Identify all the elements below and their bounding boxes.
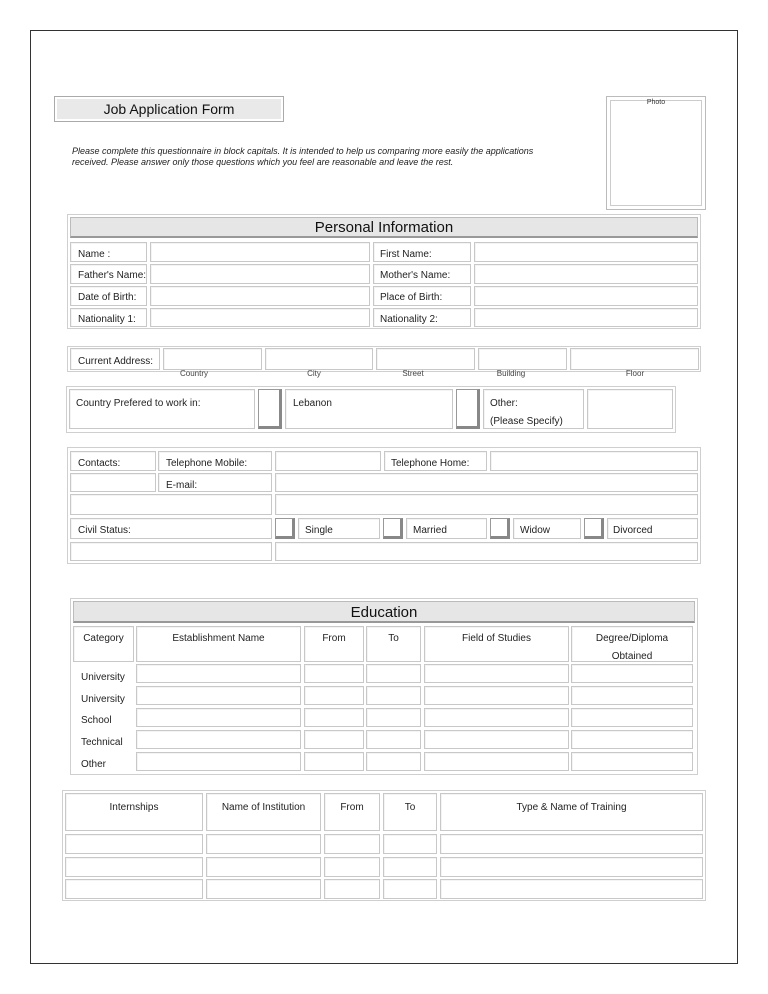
lebanon-label-cell (285, 389, 453, 429)
pob-field[interactable] (474, 286, 698, 306)
edu-degree-field[interactable] (571, 752, 693, 771)
edu-from-field[interactable] (304, 686, 364, 705)
country-caption: Country (179, 369, 208, 378)
int-training-field[interactable] (440, 834, 703, 854)
building-caption: Building (496, 369, 526, 378)
edu-from-field[interactable] (304, 730, 364, 749)
edu-to-field[interactable] (366, 664, 421, 683)
edu-establishment-field[interactable] (136, 708, 301, 727)
nationality2-field[interactable] (474, 308, 698, 327)
int-institution-field[interactable] (206, 834, 321, 854)
mobile-label: Telephone Mobile: (166, 458, 248, 469)
int-training-field[interactable] (440, 879, 703, 899)
edu-establishment-field[interactable] (136, 686, 301, 705)
edu-field-field[interactable] (424, 664, 569, 683)
edu-establishment-field[interactable] (136, 664, 301, 683)
edu-degree-field[interactable] (571, 664, 693, 683)
edu-field-field[interactable] (424, 708, 569, 727)
edu-row-label: University (81, 694, 125, 705)
int-from-field[interactable] (324, 834, 380, 854)
contacts-extra-left[interactable] (70, 494, 272, 515)
married-label: Married (413, 525, 447, 536)
city-field[interactable] (265, 348, 373, 370)
contacts-extra-right[interactable] (275, 494, 698, 515)
int-col-internships-label: Internships (109, 802, 159, 813)
city-caption: City (307, 369, 321, 378)
int-col-institution-label: Name of Institution (221, 802, 306, 813)
street-caption: Street (402, 369, 424, 378)
floor-caption: Floor (625, 369, 645, 378)
photo-box[interactable] (606, 96, 706, 210)
other-label: Other: (490, 398, 518, 409)
dob-label: Date of Birth: (78, 292, 137, 303)
education-heading: Education (73, 601, 695, 623)
edu-col-to (366, 626, 421, 662)
edu-row-label: School (81, 715, 112, 726)
email-label: E-mail: (166, 480, 198, 491)
title-box (54, 96, 284, 122)
page-title: Job Application Form (103, 101, 235, 117)
work-pref-label: Country Prefered to work in: (76, 398, 201, 409)
int-col-to-label: To (404, 802, 416, 813)
int-col-from-label: From (340, 802, 364, 813)
mothers-name-label: Mother's Name: (380, 270, 451, 281)
edu-col-establishment (136, 626, 301, 662)
edu-field-field[interactable] (424, 752, 569, 771)
building-field[interactable] (478, 348, 567, 370)
edu-to-field[interactable] (366, 686, 421, 705)
edu-degree-field[interactable] (571, 708, 693, 727)
edu-col-field (424, 626, 569, 662)
edu-col-from-label: From (322, 633, 346, 644)
fathers-name-label: Father's Name: (78, 270, 147, 281)
edu-establishment-field[interactable] (136, 730, 301, 749)
edu-col-degree-label-1: Degree/Diploma (595, 633, 669, 644)
contacts-blank-cell (70, 473, 156, 492)
int-institution-field[interactable] (206, 879, 321, 899)
edu-field-field[interactable] (424, 730, 569, 749)
contacts-label: Contacts: (78, 458, 121, 469)
divorced-label: Divorced (613, 525, 653, 536)
street-field[interactable] (376, 348, 475, 370)
edu-row-label: University (81, 672, 125, 683)
email-field[interactable] (275, 473, 698, 492)
mobile-field[interactable] (275, 451, 381, 471)
int-internship-field[interactable] (65, 834, 203, 854)
edu-col-from (304, 626, 364, 662)
photo-label: Photo (646, 99, 666, 106)
edu-degree-field[interactable] (571, 686, 693, 705)
married-checkbox[interactable] (383, 518, 403, 539)
work-pref-label-cell (69, 389, 255, 429)
other-country-checkbox[interactable] (456, 389, 480, 429)
personal-info-heading: Personal Information (70, 217, 698, 238)
name-label: Name : (78, 249, 111, 260)
edu-col-degree-label-2: Obtained (611, 651, 653, 662)
nationality1-label: Nationality 1: (78, 314, 136, 325)
widow-label: Widow (520, 525, 551, 536)
int-institution-field[interactable] (206, 857, 321, 877)
int-internship-field[interactable] (65, 857, 203, 877)
lebanon-label: Lebanon (293, 398, 332, 409)
edu-row-label: Technical (81, 737, 123, 748)
edu-from-field[interactable] (304, 752, 364, 771)
pob-label: Place of Birth: (380, 292, 443, 303)
first-name-field[interactable] (474, 242, 698, 262)
civil-extra-left[interactable] (70, 542, 272, 561)
int-from-field[interactable] (324, 857, 380, 877)
fathers-name-field[interactable] (150, 264, 370, 284)
edu-from-field[interactable] (304, 708, 364, 727)
name-field[interactable] (150, 242, 370, 262)
int-internship-field[interactable] (65, 879, 203, 899)
edu-degree-field[interactable] (571, 730, 693, 749)
dob-field[interactable] (150, 286, 370, 306)
home-phone-field[interactable] (490, 451, 698, 471)
nationality1-field[interactable] (150, 308, 370, 327)
edu-row-label: Other (81, 759, 107, 770)
int-training-field[interactable] (440, 857, 703, 877)
widow-checkbox[interactable] (490, 518, 510, 539)
country-field[interactable] (163, 348, 262, 370)
single-label: Single (305, 525, 333, 536)
civil-extra-right[interactable] (275, 542, 698, 561)
edu-col-field-label: Field of Studies (462, 633, 531, 644)
instructions-line-1: Please complete this questionnaire in block capitals. It is intended to help us comparing more easily the applications (72, 146, 534, 156)
other-country-field[interactable] (587, 389, 673, 429)
int-from-field[interactable] (324, 879, 380, 899)
address-label: Current Address: (78, 356, 154, 367)
edu-col-to-label: To (388, 633, 399, 644)
floor-field[interactable] (570, 348, 699, 370)
edu-col-category-label: Category (83, 633, 124, 644)
divorced-checkbox[interactable] (584, 518, 604, 539)
int-col-training-label: Type & Name of Training (516, 802, 627, 813)
home-label: Telephone Home: (391, 458, 470, 469)
instructions-line-2: received. Please answer only those questions which you feel are reasonable and leave the rest. (72, 157, 454, 167)
int-to-field[interactable] (383, 857, 437, 877)
int-to-field[interactable] (383, 879, 437, 899)
edu-from-field[interactable] (304, 664, 364, 683)
first-name-label: First Name: (380, 249, 432, 260)
nationality2-label: Nationality 2: (380, 314, 438, 325)
edu-col-establishment-label: Establishment Name (172, 633, 265, 644)
edu-establishment-field[interactable] (136, 752, 301, 771)
edu-to-field[interactable] (366, 730, 421, 749)
edu-col-category (73, 626, 134, 662)
edu-to-field[interactable] (366, 752, 421, 771)
lebanon-checkbox[interactable] (258, 389, 282, 429)
mothers-name-field[interactable] (474, 264, 698, 284)
int-to-field[interactable] (383, 834, 437, 854)
civil-status-label: Civil Status: (78, 525, 131, 536)
edu-field-field[interactable] (424, 686, 569, 705)
single-checkbox[interactable] (275, 518, 295, 539)
edu-to-field[interactable] (366, 708, 421, 727)
please-specify-label: (Please Specify) (490, 416, 563, 427)
